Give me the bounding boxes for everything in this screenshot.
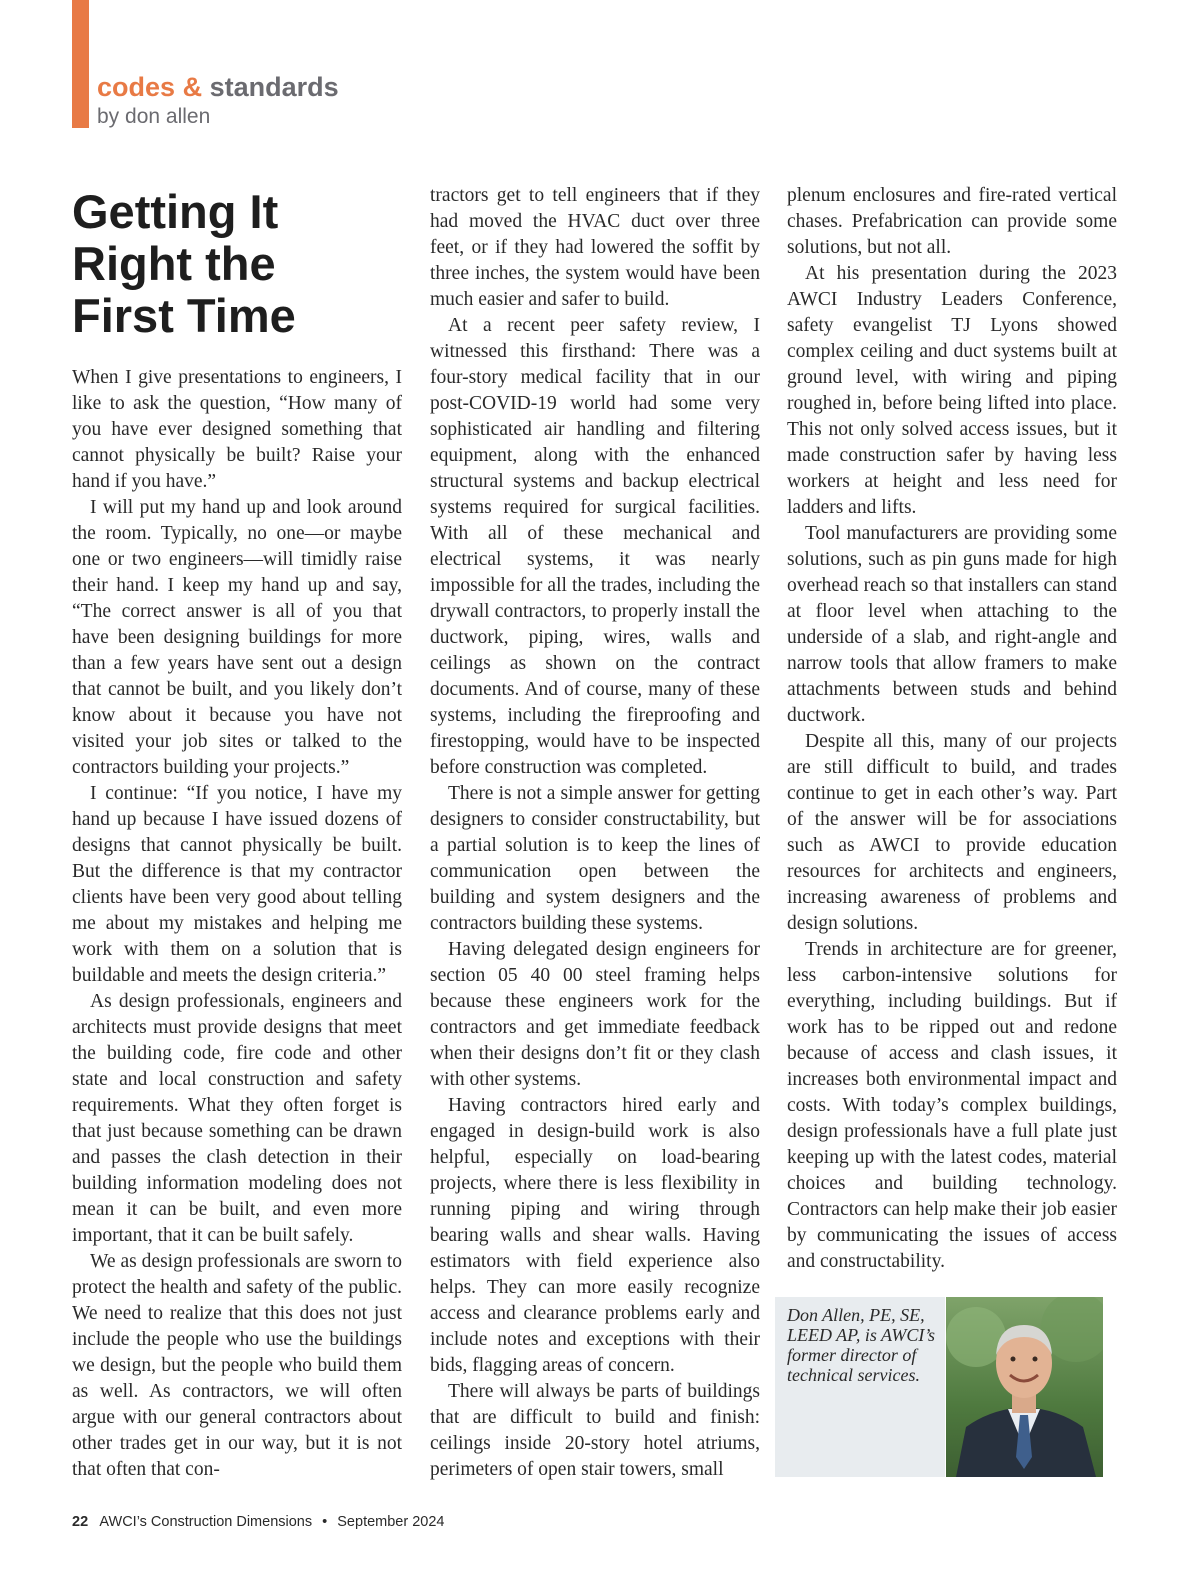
paragraph: I will put my hand up and look around the room. Typically, no one—or maybe one or two engineers—will timidly raise their hand. I keep my hand up and say, “The correct answer is all of you that have been designing buildings for more than a few years have sent out a design that cannot be built, and you likely don’t know about it because you have not visited your job sites or talked to the contractors building your projects.” bbox=[72, 497, 402, 778]
article-column-2 bbox=[430, 183, 760, 1483]
paragraph: Having delegated design engineers for section 05 40 00 steel framing helps because these engineers work for the contractors and get immediate feedback when their designs don’t fit or they clash with other systems. bbox=[430, 939, 760, 1090]
paragraph: Despite all this, many of our projects are still difficult to build, and trades continue to get in each other’s way. Part of the answer will be for associations such as AWCI to provide education resources for architects and engineers, increasing awareness of problems and design solutions. bbox=[787, 731, 1117, 934]
paragraph: I continue: “If you notice, I have my hand up because I have issued dozens of designs that cannot physically be built. But the difference is that my contractor clients have been very good about telling me about my mistakes and helping me work with them on a solution that is buildable and meets the design criteria.” bbox=[72, 783, 402, 986]
paragraph: At his presentation during the 2023 AWCI Industry Leaders Conference, safety evangelist TJ Lyons showed complex ceiling and duct systems built at ground level, with wiring and piping roughed in, before being lifted into place. This not only solved access issues, but it made construction safer by having less workers at height and less need for ladders and lifts. bbox=[787, 263, 1117, 518]
footer-separator: • bbox=[322, 1514, 328, 1530]
publication-name: AWCI’s Construction Dimensions bbox=[99, 1514, 313, 1530]
author-bio: Don Allen, PE, SE, LEED AP, is AWCI’s former director of technical services. bbox=[787, 1305, 936, 1385]
paragraph: Having contractors hired early and engaged in design-build work is also helpful, especially on load-bearing projects, where there is less flexibility in running piping and wiring through bearing walls and shear walls. Having estimators with field experience also helps. They can more easily recognize access and clearance problems early and include notes and exceptions with their bids, flagging areas of concern. bbox=[430, 1095, 760, 1376]
page-number: 22 bbox=[72, 1514, 89, 1530]
title-line: First Time bbox=[72, 289, 296, 342]
article-title bbox=[72, 186, 412, 342]
title-line: Getting It bbox=[72, 185, 279, 238]
title-line: Right the bbox=[72, 237, 276, 290]
article-column-1 bbox=[72, 365, 402, 1483]
paragraph: plenum enclosures and fire-rated vertical chases. Prefabrication can provide some solutions, but not all. bbox=[787, 185, 1117, 258]
section-ampersand: & bbox=[182, 72, 203, 102]
page-footer bbox=[72, 1512, 444, 1532]
author-photo bbox=[946, 1297, 1103, 1477]
paragraph: There is not a simple answer for getting designers to consider constructability, but a partial solution is to keep the lines of communication open between the building and system designers and the contractors building these systems. bbox=[430, 783, 760, 934]
paragraph: When I give presentations to engineers, I like to ask the question, “How many of you have ever designed something that cannot physically be built? Raise your hand if you have.” bbox=[72, 367, 402, 492]
article-column-3 bbox=[787, 183, 1117, 1275]
section-word-standards: standards bbox=[209, 72, 339, 102]
paragraph: Trends in architecture are for greener, less carbon-intensive solutions for everything, including buildings. But if work has to be ripped out and redone because of access and clash issues, it increases both environmental impact and costs. With today’s complex buildings, design professionals have a full plate just keeping up with the latest codes, material choices and building technology. Contractors can help make their job easier by communicating the issues of access and constructability. bbox=[787, 939, 1117, 1272]
paragraph: We as design professionals are sworn to protect the health and safety of the public. We need to realize that this does not just include the people who use the buildings we design, but the people who build them as well. As contractors, we will often argue with our general contractors about other trades get in our way, but it is not that often that con- bbox=[72, 1251, 402, 1480]
paragraph: As design professionals, engineers and architects must provide designs that meet the building code, fire code and other state and local construction and safety requirements. What they often forget is that just because something can be drawn and passes the clash detection in their building information modeling does not mean it can be built, and even more important, that it can be built safely. bbox=[72, 991, 402, 1246]
paragraph: At a recent peer safety review, I witnessed this firsthand: There was a four-story medical facility that in our post-COVID-19 world had some very sophisticated air handling and filtering equipment, along with the enhanced structural systems and backup electrical systems required for surgical facilities. With all of these mechanical and electrical systems, it was nearly impossible for all the trades, including the drywall contractors, to properly install the ductwork, piping, wires, walls and ceilings as shown on the contract documents. And of course, many of these systems, including the fireproofing and firestopping, would have to be inspected before construction was completed. bbox=[430, 315, 760, 778]
section-accent-bar bbox=[72, 0, 89, 128]
section-word-codes: codes bbox=[97, 72, 176, 102]
paragraph: Tool manufacturers are providing some solutions, such as pin guns made for high overhead reach so that installers can stand at floor level when attaching to the underside of a slab, and right-angle and narrow tools that allow framers to make attachments between studs and behind ductwork. bbox=[787, 523, 1117, 726]
section-label bbox=[97, 70, 339, 104]
paragraph: There will always be parts of buildings that are difficult to build and finish: ceilings inside 20-story hotel atriums, perimeters of open stair towers, small bbox=[430, 1381, 760, 1480]
paragraph: tractors get to tell engineers that if they had moved the HVAC duct over three feet, or if they had lowered the soffit by three inches, the system would have been much easier and safer to build. bbox=[430, 185, 760, 310]
issue-date: September 2024 bbox=[337, 1514, 445, 1530]
author-byline: by don allen bbox=[97, 105, 211, 128]
